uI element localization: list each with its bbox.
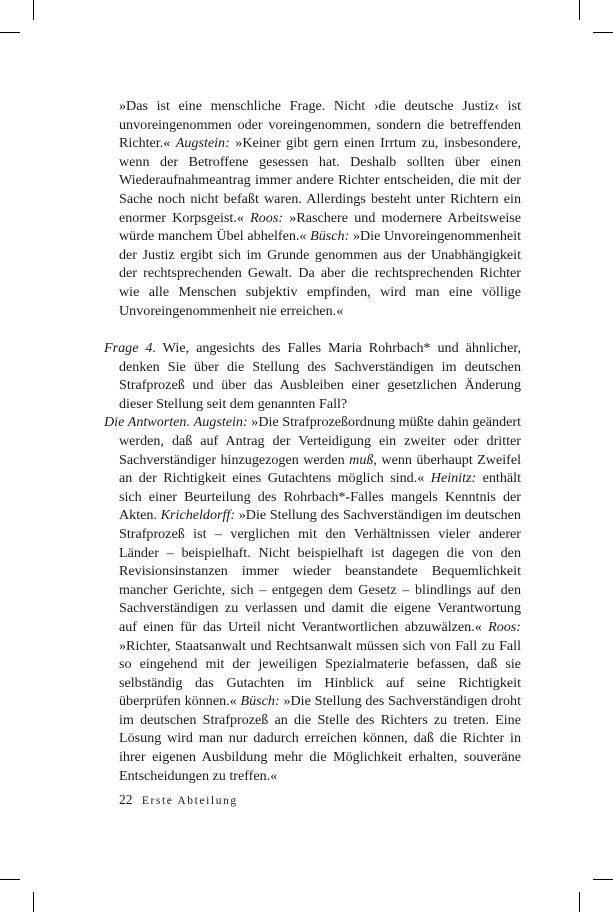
crop-mark [579, 892, 580, 912]
text-run: wenn überhaupt Zweifel an der Richtigkeit eines Gutachtens möglich sind.« [119, 451, 521, 487]
italic-run: Roos: [488, 618, 521, 635]
italic-run: Frage 4. [104, 340, 156, 356]
crop-mark [593, 879, 613, 880]
question-paragraph [104, 339, 521, 413]
crop-mark [0, 32, 20, 33]
text-run: »Die Stellung des Sachverständigen im deutschen Strafprozeß ist – verglichen mit den Verhältnissen vieler anderer Länder – beispielhaft. Nicht beispielhaft ist dagegen die von den Revisionsinstanzen immer wieder beanstandete Bequemlichkeit mancher Gerichte, sich – entgegen dem Gesetz – blindlings auf den Sachverständigen zu verlassen und damit die eigene Verantwortung auf einen für das Urteil nicht Verantwortlichen abzuwälzen.« [119, 507, 521, 635]
crop-mark [33, 0, 34, 20]
page-footer [119, 792, 238, 808]
text-run: »Das ist eine menschliche Frage. Nicht ›die deutsche Justiz‹ ist unvoreingenommen oder voreingenommen, sondern die betreffenden Richter.« [119, 98, 521, 152]
text-run: »Die Stellung des Sachverständigen droht im deutschen Strafprozeß an die Stelle des Richters zu treten. Eine Lösung wird man nur dadurch erreichen können, daß die Richter in ihrer eigenen Ausbildung mehr die Möglichkeit erhalten, souveräne Entscheidungen zu treffen.« [119, 693, 521, 784]
crop-mark [0, 879, 20, 880]
quote-paragraph [0, 97, 521, 320]
page-number: 22 [119, 792, 133, 807]
italic-run: Augstein: [175, 135, 230, 152]
italic-run: Büsch: [310, 228, 350, 245]
crop-mark [579, 0, 580, 20]
text-run: Wie, angesichts des Falles Maria Rohrbach* und ähnlicher, denken Sie über die Stellung des Sachverständigen im deutschen Strafprozeß und über das Ausbleiben einer gesetzlichen Änderung dieser Stellung seit dem genannten Fall? [119, 340, 521, 412]
crop-mark [593, 32, 613, 33]
text-run: enthält sich einer Beurteilung des Rohrbach*-Falles mangels Kenntnis der Akten. [119, 470, 521, 524]
italic-run: Büsch: [240, 693, 280, 710]
text-run: »Die Unvoreingenommenheit der Justiz ergibt sich im Grunde genommen aus der Unabhängigkeit der rechtsprechenden Gewalt. Da aber die rechtsprechenden Richter wie alle Menschen subjektiv empfinden, wird man eine völlige Unvoreingenommenheit nie erreichen.« [119, 228, 521, 319]
italic-run: Kricheldorff: [160, 507, 236, 524]
italic-run: Heinitz: [430, 470, 477, 487]
text-run: »Keiner gibt gern einen Irrtum zu, insbesondere, wenn der Betroffene gesessen hat. Deshalb sollten über einen Wiederaufnahmeantrag immer andere Richter entscheiden, die mit der Sache noch nicht befaßt waren. Allerdings besteht unter Richtern ein enormer Korpsgeist.« [119, 135, 521, 226]
italic-run: Roos: [250, 209, 284, 226]
text-run: »Die Strafprozeßordnung müßte dahin geändert werden, daß auf Antrag der Verteidigung ein zweiter oder dritter Sachverständiger hinzugezogen werden [119, 414, 521, 468]
italic-run: Die Antworten. [104, 414, 190, 431]
italic-run: Augstein: [193, 414, 248, 431]
question-section [104, 339, 521, 785]
text-run: »Richter, Staatsanwalt und Rechtsanwalt müssen sich von Fall zu Fall so eingehend mit der jeweiligen Spezialmaterie befassen, daß sie selbständig das Gutachten im Hinblick auf seine Richtigkeit überprüfen können.« [119, 637, 521, 710]
section-title: Erste Abteilung [141, 795, 238, 807]
text-run: »Raschere und modernere Arbeitsweise würde manchem Übel abhelfen.« [119, 209, 521, 245]
crop-mark [33, 892, 34, 912]
italic-run: muß, [349, 451, 377, 468]
answers-paragraph [104, 413, 521, 785]
